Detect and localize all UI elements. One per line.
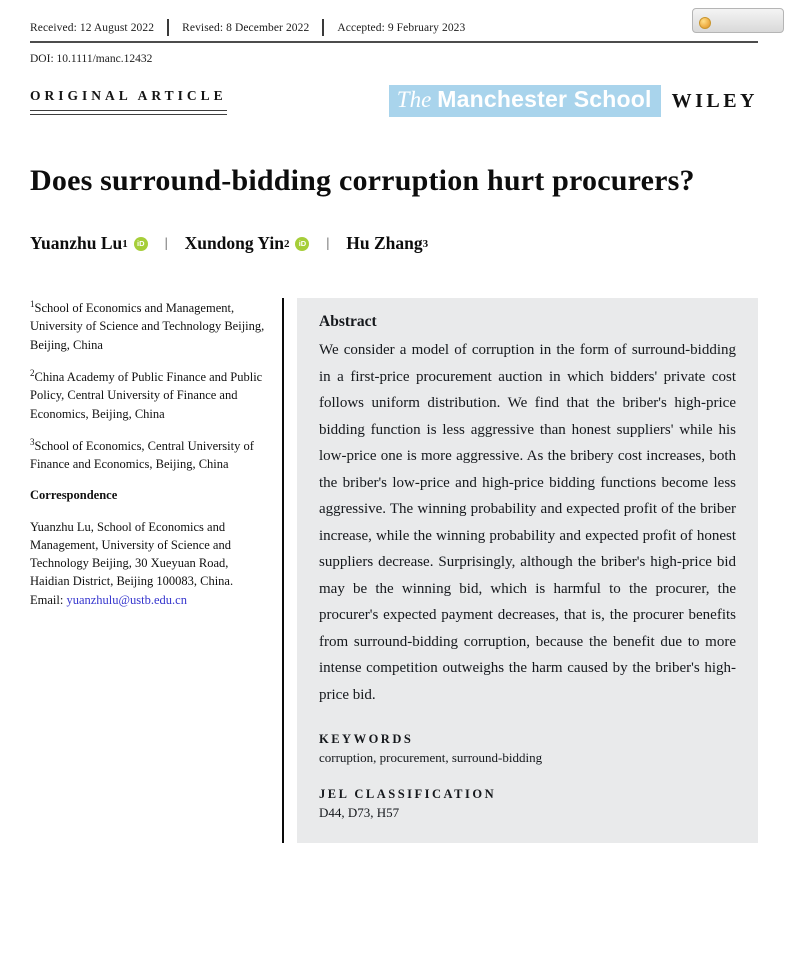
page-title: Does surround-bidding corruption hurt procurers? xyxy=(30,164,695,197)
submission-dates-row xyxy=(30,19,758,36)
keywords-heading: KEYWORDS xyxy=(319,732,414,746)
abstract-panel xyxy=(297,298,758,843)
affiliation xyxy=(30,367,269,423)
abstract-body: We consider a model of corruption in the form of surround-bidding in a first-price procurement auction in which bidders' private cost follows uniform distribution. We find that the briber's high-price bidding function is less aggressive than honest suppliers' while his low-price one is more aggressive. As the bribery cost increases, both the briber's low-price and high-price bidding functions become less aggressive. The winning probability and expected profit of the briber increase, while the winning probability and expected profit of honest suppliers decrease. Surprisingly, although the briber's high-price bid may be the winning bid, which is harmful to the procurer, the procurer's expected payment decreases, that is, the procurer benefits from surround-bidding corruption, because the benefit due to more intense competition outweighs the harm caused by the briber's high-price bid. xyxy=(319,342,736,703)
author-separator: | xyxy=(326,235,330,251)
column-divider xyxy=(282,298,284,843)
author-name: Hu Zhang xyxy=(346,233,423,253)
wiley-logo[interactable]: WILEY xyxy=(671,89,758,112)
affiliation xyxy=(30,436,269,474)
accepted-date: Accepted: 9 February 2023 xyxy=(337,21,466,34)
correspondence-heading: Correspondence xyxy=(30,488,118,503)
content-columns xyxy=(30,298,758,843)
article-type-block xyxy=(30,88,227,117)
author-separator: | xyxy=(164,235,168,251)
date-separator xyxy=(322,19,324,36)
manchester-school-logo[interactable] xyxy=(389,85,661,117)
header-row xyxy=(30,85,758,117)
affiliation-text: School of Economics, Central University of Finance and Economics, Beijing, China xyxy=(30,438,254,472)
received-date: Received: 12 August 2022 xyxy=(30,21,155,34)
toolbar-orange-dot-icon xyxy=(699,17,711,29)
affiliation-sup: 3 xyxy=(30,436,35,447)
date-separator xyxy=(167,19,169,36)
affiliation-text: School of Economics and Management, University of Science and Technology Beijing, Beijing, China xyxy=(30,301,265,352)
journal-branding xyxy=(389,85,758,117)
window-toolbar-button[interactable] xyxy=(692,8,784,33)
author-name: Xundong Yin xyxy=(184,233,284,253)
author-list: Yuanzhu Lu 1 iD | Xundong Yin 2 iD | Hu Zhang 3 xyxy=(30,233,429,253)
affiliation-sup: 2 xyxy=(30,367,35,378)
journal-name: Manchester School xyxy=(437,86,652,112)
keywords-list: corruption, procurement, surround-bidding xyxy=(319,750,543,765)
article-type-underline xyxy=(30,110,227,115)
affiliation-text: China Academy of Public Finance and Public Policy, Central University of Finance and Economics, Beijing, China xyxy=(30,370,263,421)
revised-date: Revised: 8 December 2022 xyxy=(182,21,310,34)
article-type-label: ORIGINAL ARTICLE xyxy=(30,88,227,103)
header-rule xyxy=(30,41,758,43)
email-link[interactable]: yuanzhulu@ustb.edu.cn xyxy=(66,592,187,607)
doi: DOI: 10.1111/manc.12432 xyxy=(30,53,153,65)
jel-heading: JEL CLASSIFICATION xyxy=(319,787,497,801)
affiliation-sup: 1 xyxy=(30,299,35,309)
jel-codes: D44, D73, H57 xyxy=(319,805,400,820)
orcid-icon[interactable]: iD xyxy=(295,237,309,251)
journal-name-the: The xyxy=(396,87,432,112)
affiliation xyxy=(30,298,269,354)
affiliations-column xyxy=(30,298,282,843)
correspondence-text-block xyxy=(30,518,269,609)
correspondence-text: Yuanzhu Lu, School of Economics and Management, University of Science and Technology Beijing, 30 Xueyuan Road, Haidian District, Beijing 100083, China. xyxy=(30,519,234,589)
orcid-icon[interactable]: iD xyxy=(134,237,148,251)
author-name: Yuanzhu Lu xyxy=(30,233,123,253)
abstract-heading: Abstract xyxy=(319,313,377,330)
email-label: Email: xyxy=(30,592,67,607)
